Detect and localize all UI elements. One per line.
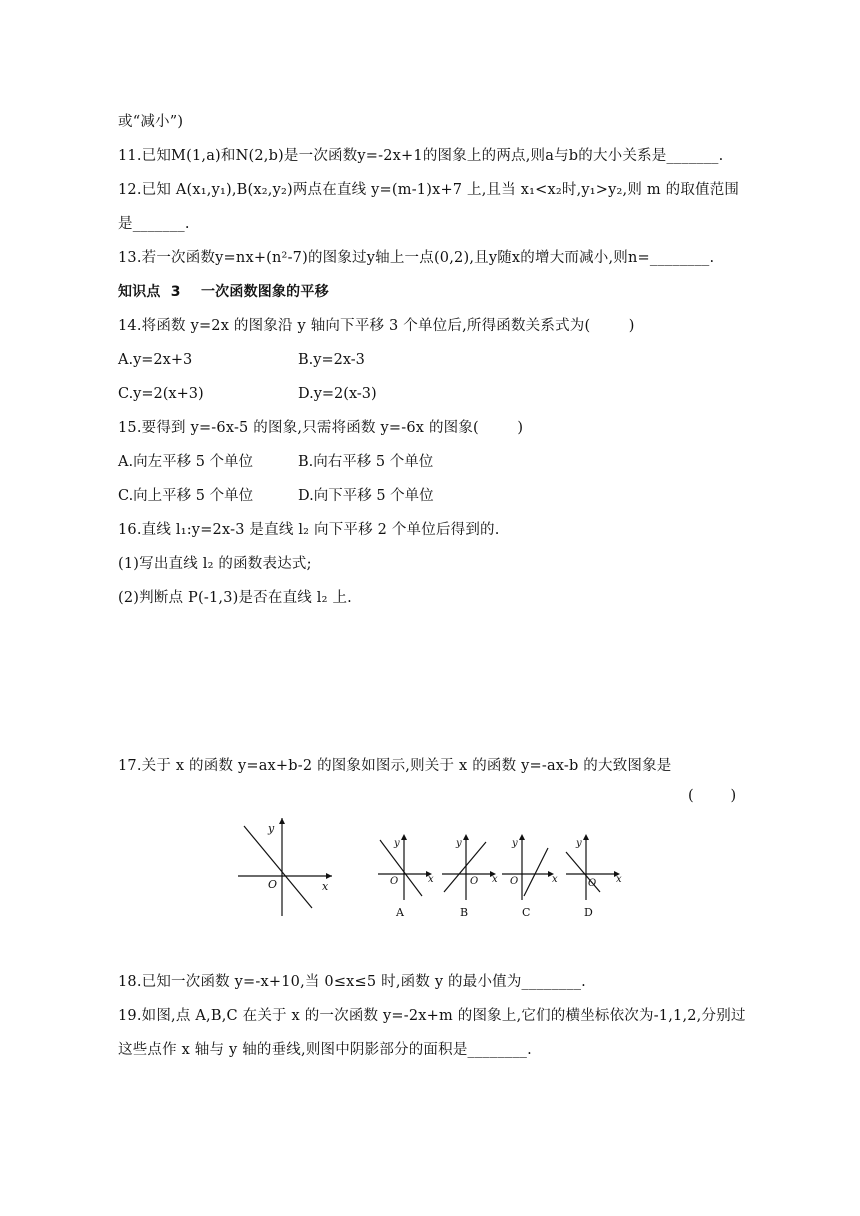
origin-label: O xyxy=(588,878,597,889)
question-17-answer-paren: ( ) xyxy=(688,788,737,804)
option-label-b: B xyxy=(460,906,469,919)
question-12-line-2: 是_______. xyxy=(118,216,190,232)
axis-x-label: x xyxy=(616,874,622,885)
axis-y-label: y xyxy=(268,822,275,835)
question-11: 11.已知M(1,a)和N(2,b)是一次函数y=-2x+1的图象上的两点,则a与b的大小关系是_______. xyxy=(118,148,724,164)
axis-x-label: x xyxy=(492,874,498,885)
origin-label: O xyxy=(390,876,399,887)
question-16-part-2: (2)判断点 P(-1,3)是否在直线 l₂ 上. xyxy=(118,590,352,606)
origin-label: O xyxy=(510,876,519,887)
question-19-line-1: 19.如图,点 A,B,C 在关于 x 的一次函数 y=-2x+m 的图象上,它们的横坐标依次为-1,1,2,分别过 xyxy=(118,1008,746,1024)
axis-y-label: y xyxy=(576,838,582,849)
question-17: 17.关于 x 的函数 y=ax+b-2 的图象如图示,则关于 x 的函数 y=-ax-b 的大致图象是 xyxy=(118,758,672,774)
question-17-figure xyxy=(230,812,650,922)
axis-y-label: y xyxy=(512,838,518,849)
question-16: 16.直线 l₁:y=2x-3 是直线 l₂ 向下平移 2 个单位后得到的. xyxy=(118,522,500,538)
question-15: 15.要得到 y=-6x-5 的图象,只需将函数 y=-6x 的图象( ) xyxy=(118,420,524,436)
axis-y-label: y xyxy=(394,838,400,849)
question-14-option-a: A.y=2x+3 xyxy=(118,352,193,368)
origin-label: O xyxy=(268,878,278,891)
text-line-continuation: 或“减小”) xyxy=(118,114,184,130)
question-14-option-d: D.y=2(x-3) xyxy=(298,386,377,402)
graph-option-a xyxy=(378,834,434,919)
question-15-option-d: D.向下平移 5 个单位 xyxy=(298,488,434,504)
question-15-option-b: B.向右平移 5 个单位 xyxy=(298,454,434,470)
question-18: 18.已知一次函数 y=-x+10,当 0≤x≤5 时,函数 y 的最小值为________. xyxy=(118,974,586,990)
origin-label: O xyxy=(470,876,479,887)
question-13: 13.若一次函数y=nx+(n²-7)的图象过y轴上一点(0,2),且y随x的增大而减小,则n=________. xyxy=(118,250,715,266)
question-14-option-c: C.y=2(x+3) xyxy=(118,386,204,402)
question-15-option-c: C.向上平移 5 个单位 xyxy=(118,488,254,504)
graph-option-b xyxy=(442,834,498,919)
axis-x-label: x xyxy=(428,874,434,885)
question-16-part-1: (1)写出直线 l₂ 的函数表达式; xyxy=(118,556,312,572)
graph-option-c xyxy=(502,834,558,919)
axis-y-label: y xyxy=(456,838,462,849)
option-label-d: D xyxy=(584,906,593,919)
question-19-line-2: 这些点作 x 轴与 y 轴的垂线,则图中阴影部分的面积是________. xyxy=(118,1042,532,1058)
main-graph xyxy=(238,818,332,916)
axis-x-label: x xyxy=(322,880,329,893)
question-12-line-1: 12.已知 A(x₁,y₁),B(x₂,y₂)两点在直线 y=(m-1)x+7 上,且当 x₁<x₂时,y₁>y₂,则 m 的取值范围 xyxy=(118,182,740,198)
question-14: 14.将函数 y=2x 的图象沿 y 轴向下平移 3 个单位后,所得函数关系式为( ) xyxy=(118,318,635,334)
section-heading-3: 知识点 3 一次函数图象的平移 xyxy=(118,284,329,300)
question-15-option-a: A.向左平移 5 个单位 xyxy=(118,454,254,470)
option-label-a: A xyxy=(396,906,404,919)
option-label-c: C xyxy=(522,906,531,919)
graph-option-d xyxy=(566,834,622,919)
axis-x-label: x xyxy=(552,874,558,885)
question-14-option-b: B.y=2x-3 xyxy=(298,352,365,368)
